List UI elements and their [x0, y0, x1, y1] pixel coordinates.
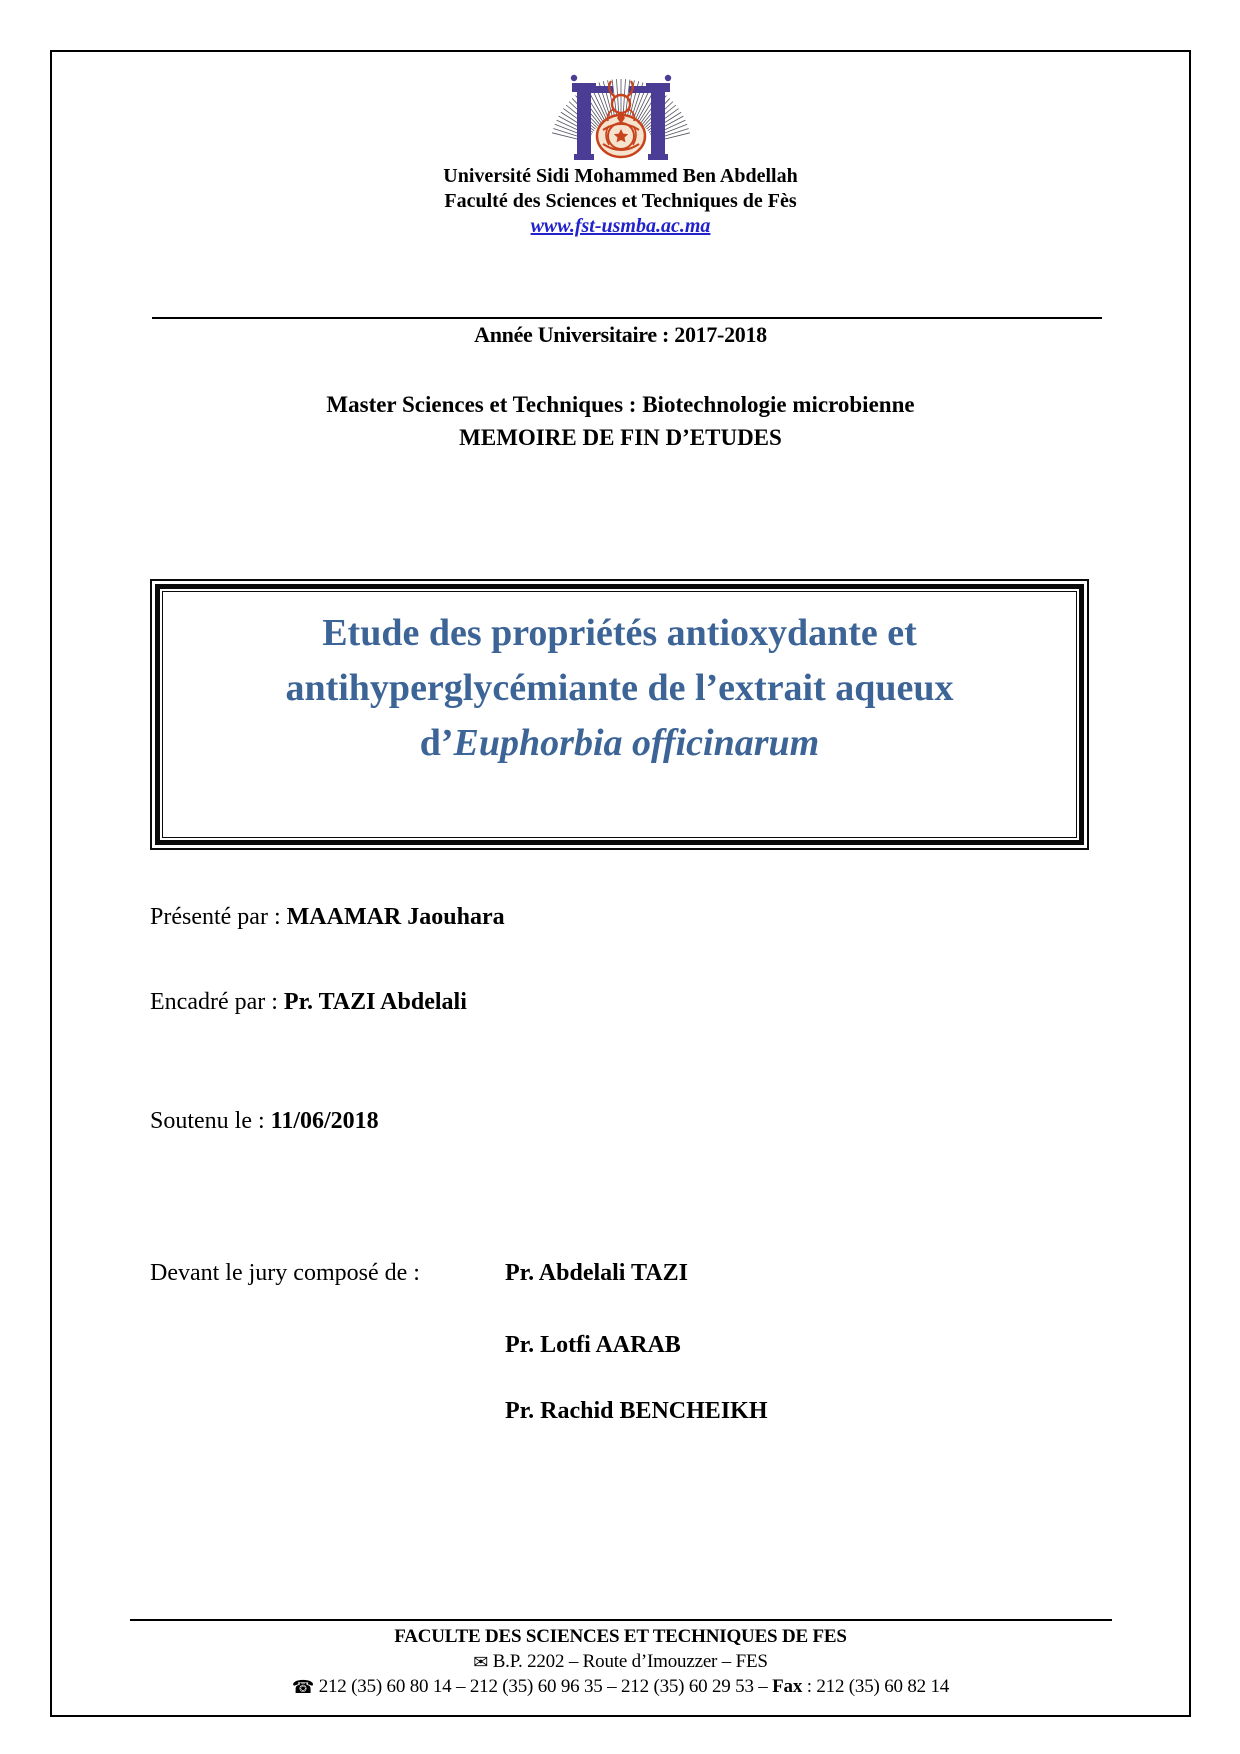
- jury-member-3: Pr. Rachid BENCHEIKH: [505, 1398, 768, 1424]
- program-block: [52, 388, 1189, 454]
- phone-icon: ☎: [291, 1677, 315, 1697]
- logo-container: [52, 60, 1189, 169]
- thesis-title: [163, 606, 1076, 771]
- mail-icon: ✉: [473, 1652, 489, 1672]
- defense-date: 11/06/2018: [270, 1108, 379, 1134]
- academic-year: Année Universitaire : 2017-2018: [474, 322, 767, 347]
- author-name: MAAMAR Jaouhara: [286, 904, 505, 930]
- footer-faculty: FACULTE DES SCIENCES ET TECHNIQUES DE FES: [394, 1626, 847, 1647]
- memoir-heading: MEMOIRE DE FIN D’ETUDES: [459, 425, 782, 450]
- title-line-1: Etude des propriétés antioxydante et: [322, 612, 917, 654]
- fax-label: Fax: [772, 1676, 803, 1697]
- presented-by-line: Présenté par : MAAMAR Jaouhara: [150, 904, 505, 930]
- master-program: Master Sciences et Techniques : Biotechnologie microbienne: [326, 392, 915, 417]
- page-border-frame: [50, 50, 1191, 1717]
- jury-member-1: Pr. Abdelali TAZI: [505, 1260, 688, 1286]
- defense-date-line: Soutenu le : 11/06/2018: [150, 1108, 379, 1134]
- supervisor-name: Pr. TAZI Abdelali: [283, 989, 467, 1015]
- jury-label: Devant le jury composé de :: [150, 1260, 420, 1286]
- year-divider: [152, 317, 1102, 319]
- university-name: Université Sidi Mohammed Ben Abdellah: [443, 165, 798, 187]
- footer-address: ✉ B.P. 2202 – Route d’Imouzzer – FES: [473, 1651, 768, 1672]
- faculty-name: Faculté des Sciences et Techniques de Fès: [444, 190, 797, 212]
- title-line-2: antihyperglycémiante de l’extrait aqueux: [285, 667, 954, 709]
- supervised-by-line: Encadré par : Pr. TAZI Abdelali: [150, 989, 467, 1015]
- title-line-3: d’Euphorbia officinarum: [419, 722, 820, 764]
- footer-divider: [130, 1619, 1112, 1621]
- thesis-title-box: [150, 579, 1089, 850]
- university-logo: [536, 60, 706, 164]
- jury-member-2: Pr. Lotfi AARAB: [505, 1332, 681, 1358]
- species-name: Euphorbia officinarum: [453, 722, 820, 764]
- title-box-middle-border: [155, 584, 1084, 845]
- title-box-inner-border: [162, 591, 1077, 838]
- website-line: [52, 215, 1189, 238]
- footer-phones: ☎ 212 (35) 60 80 14 – 212 (35) 60 96 35 – 212 (35) 60 29 53 – Fax : 212 (35) 60 82 14: [291, 1676, 950, 1697]
- website-link[interactable]: www.fst-usmba.ac.ma: [530, 215, 711, 237]
